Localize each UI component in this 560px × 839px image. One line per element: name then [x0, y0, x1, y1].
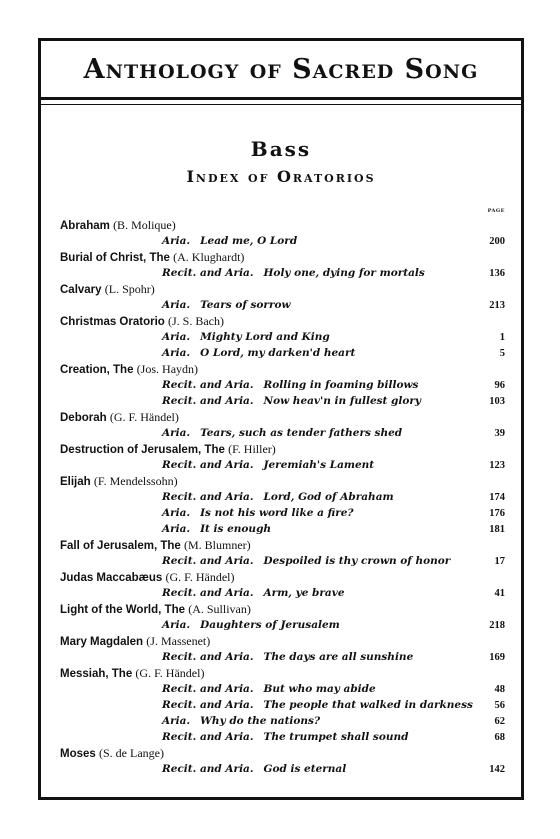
- oratorio-name: Creation, The: [60, 364, 134, 376]
- page-number: 62: [494, 716, 505, 727]
- oratorio-title: [60, 745, 505, 761]
- composer-name: (A. Sullivan): [188, 602, 251, 616]
- song-title: Mighty Lord and King: [200, 331, 330, 343]
- oratorio-name: Mary Magdalen: [60, 636, 144, 648]
- composer-name: (J. Massenet): [146, 634, 211, 648]
- page-number: 96: [494, 380, 505, 391]
- song-entry: [60, 617, 505, 633]
- song-title: Tears of sorrow: [200, 299, 291, 311]
- oratorio-name: Calvary: [60, 284, 102, 296]
- page-number: 17: [494, 556, 505, 567]
- song-type: Recit. and Aria.: [162, 395, 254, 407]
- song-title: Holy one, dying for mortals: [263, 267, 425, 279]
- composer-name: (F. Mendelssohn): [93, 474, 178, 488]
- song-entry: [60, 585, 505, 601]
- song-title: The days are all sunshine: [263, 651, 414, 663]
- composer-name: (B. Molique): [113, 218, 176, 232]
- page-number: 176: [489, 508, 505, 519]
- composer-name: (M. Blumner): [184, 538, 251, 552]
- song-type: Recit. and Aria.: [162, 699, 254, 711]
- song-type: Aria.: [162, 235, 191, 247]
- song-type: Recit. and Aria.: [162, 267, 254, 279]
- song-title: Despoiled is thy crown of honor: [263, 555, 451, 567]
- composer-name: (G. F. Händel): [135, 666, 205, 680]
- oratorio-name: Elijah: [60, 476, 91, 488]
- oratorio-title: [60, 313, 505, 329]
- oratorio-name: Fall of Jerusalem, The: [60, 540, 181, 552]
- song-type: Recit. and Aria.: [162, 587, 254, 599]
- oratorio-name: Messiah, The: [60, 668, 133, 680]
- song-type: Aria.: [162, 331, 191, 343]
- song-title: O Lord, my darken'd heart: [200, 347, 356, 359]
- song-entry: [60, 329, 505, 345]
- song-entry: [60, 521, 505, 537]
- song-type: Recit. and Aria.: [162, 459, 254, 471]
- page-number: 136: [489, 268, 505, 279]
- song-title: God is eternal: [263, 763, 347, 775]
- song-title: But who may abide: [263, 683, 376, 695]
- song-title: Now heav'n in fullest glory: [263, 395, 422, 407]
- oratorio-title: [60, 441, 505, 457]
- composer-name: (F. Hiller): [228, 442, 276, 456]
- song-title: Lord, God of Abraham: [263, 491, 394, 503]
- song-title: Lead me, O Lord: [200, 235, 298, 247]
- oratorio-title: [60, 281, 505, 297]
- song-type: Aria.: [162, 523, 191, 535]
- song-entry: [60, 697, 505, 713]
- song-entry: [60, 265, 505, 281]
- page-number: 123: [489, 460, 505, 471]
- page-column-label: PAGE: [487, 208, 505, 214]
- composer-name: (Jos. Haydn): [136, 362, 199, 376]
- song-entry: [60, 489, 505, 505]
- page-number: 174: [489, 492, 505, 503]
- composer-name: (L. Spohr): [104, 282, 155, 296]
- page-number: 56: [494, 700, 505, 711]
- song-title: Jeremiah's Lament: [263, 459, 375, 471]
- page-frame: [38, 38, 524, 800]
- song-entry: [60, 425, 505, 441]
- page-number: 213: [489, 300, 505, 311]
- song-title: Daughters of Jerusalem: [200, 619, 340, 631]
- song-entry: [60, 345, 505, 361]
- oratorio-title: [60, 633, 505, 649]
- song-title: Arm, ye brave: [263, 587, 345, 599]
- oratorio-title: [60, 601, 505, 617]
- page-number: 5: [499, 348, 505, 359]
- oratorio-name: Moses: [60, 748, 96, 760]
- song-type: Recit. and Aria.: [162, 763, 254, 775]
- song-type: Recit. and Aria.: [162, 683, 254, 695]
- song-title: Rolling in foaming billows: [263, 379, 419, 391]
- oratorio-title: [60, 537, 505, 553]
- oratorio-title: [60, 473, 505, 489]
- page-number: 41: [494, 588, 505, 599]
- oratorio-name: Burial of Christ, The: [60, 252, 170, 264]
- page-number: 142: [489, 764, 505, 775]
- song-type: Recit. and Aria.: [162, 379, 254, 391]
- song-type: Recit. and Aria.: [162, 651, 254, 663]
- oratorio-index-list: [60, 217, 505, 777]
- song-type: Aria.: [162, 347, 191, 359]
- song-type: Aria.: [162, 619, 191, 631]
- song-title: The trumpet shall sound: [263, 731, 409, 743]
- index-heading: Index of Oratorios: [186, 167, 376, 186]
- page-number: 218: [489, 620, 505, 631]
- oratorio-name: Light of the World, The: [60, 604, 185, 616]
- song-entry: [60, 505, 505, 521]
- song-title: Tears, such as tender fathers shed: [200, 427, 403, 439]
- song-type: Aria.: [162, 507, 191, 519]
- song-entry: [60, 553, 505, 569]
- composer-name: (G. F. Händel): [165, 570, 235, 584]
- oratorio-name: Judas Maccabæus: [60, 572, 163, 584]
- oratorio-name: Deborah: [60, 412, 107, 424]
- book-header: [41, 41, 521, 100]
- oratorio-name: Destruction of Jerusalem, The: [60, 444, 225, 456]
- song-title: It is enough: [200, 523, 272, 535]
- page-number: 1: [499, 332, 505, 343]
- song-type: Aria.: [162, 715, 191, 727]
- song-entry: [60, 457, 505, 473]
- book-title: Anthology of Sacred Song: [83, 53, 479, 85]
- oratorio-name: Abraham: [60, 220, 110, 232]
- composer-name: (J. S. Bach): [168, 314, 225, 328]
- oratorio-title: [60, 217, 505, 233]
- oratorio-title: [60, 361, 505, 377]
- page-number: 39: [494, 428, 505, 439]
- voice-heading: Bass: [250, 137, 312, 161]
- page-number: 200: [489, 236, 505, 247]
- song-title: Is not his word like a fire?: [200, 507, 354, 519]
- song-entry: [60, 681, 505, 697]
- song-entry: [60, 377, 505, 393]
- oratorio-title: [60, 249, 505, 265]
- song-type: Recit. and Aria.: [162, 555, 254, 567]
- oratorio-name: Christmas Oratorio: [60, 316, 165, 328]
- song-type: Aria.: [162, 427, 191, 439]
- page-number: 48: [494, 684, 505, 695]
- song-entry: [60, 649, 505, 665]
- oratorio-title: [60, 665, 505, 681]
- song-entry: [60, 233, 505, 249]
- song-type: Recit. and Aria.: [162, 731, 254, 743]
- oratorio-title: [60, 569, 505, 585]
- song-type: Aria.: [162, 299, 191, 311]
- song-entry: [60, 393, 505, 409]
- composer-name: (A. Klughardt): [173, 250, 245, 264]
- composer-name: (S. de Lange): [99, 746, 164, 760]
- song-type: Recit. and Aria.: [162, 491, 254, 503]
- song-title: Why do the nations?: [200, 715, 321, 727]
- page-number: 169: [489, 652, 505, 663]
- page-number: 103: [489, 396, 505, 407]
- song-entry: [60, 713, 505, 729]
- song-title: The people that walked in darkness: [263, 699, 473, 711]
- song-entry: [60, 729, 505, 745]
- song-entry: [60, 761, 505, 777]
- page-number: 181: [489, 524, 505, 535]
- oratorio-title: [60, 409, 505, 425]
- page-number: 68: [494, 732, 505, 743]
- composer-name: (G. F. Händel): [109, 410, 179, 424]
- song-entry: [60, 297, 505, 313]
